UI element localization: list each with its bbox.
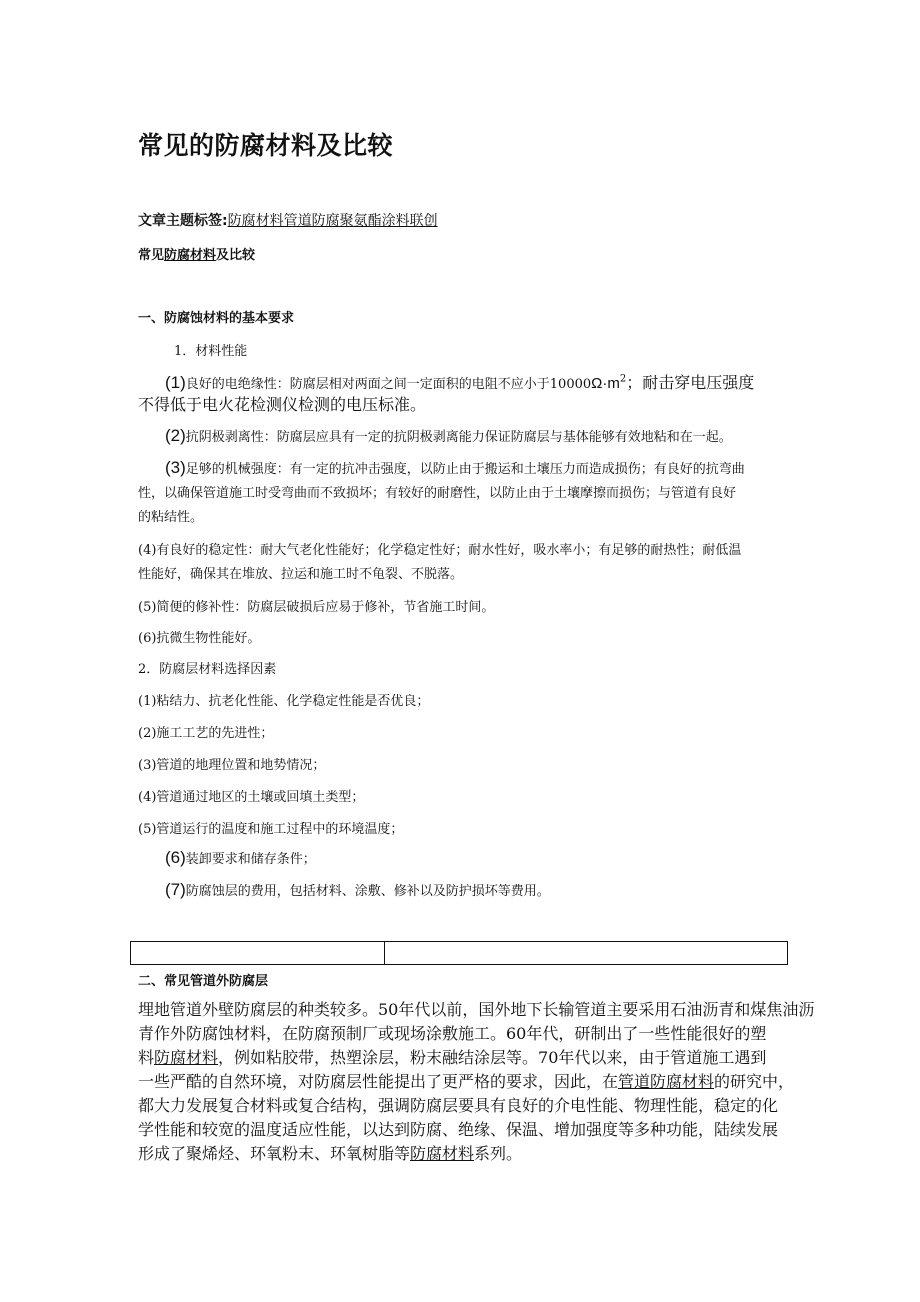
page-title: 常见的防腐材料及比较 [138,131,394,160]
topic-tags-line [138,210,438,230]
factor-6-text: 装卸要求和储存条件； [185,852,316,867]
tag-label: 文章主题标签: [138,213,228,229]
p2-text: 抗阴极剥离性：防腐层应具有一定的抗阴极剥离能力保证防腐层与基体能够有效地粘和在一起。 [185,430,732,445]
table-cell [131,942,385,964]
body-line-2: 青作外防腐蚀材料，在防腐预制厂或现场涂敷施工。60年代，研制出了一些性能很好的塑 [138,1024,767,1043]
body-line-3-pre: 料 [138,1048,155,1067]
p2-num: (2) [165,426,186,445]
p1-sup: 2 [619,373,627,385]
sub2-heading: 2．防腐层材料选择因素 [138,662,277,677]
factor-2: (2)施工工艺的先进性； [138,726,274,741]
body-line-3-post: ，例如粘胶带，热塑涂层，粉末融结涂层等。70年代以来，由于管道施工遇到 [218,1048,767,1067]
p4-line2: 性能好，确保其在堆放、拉运和施工时不龟裂、不脱落。 [138,567,464,582]
factor-7-text: 防腐蚀层的费用，包括材料、涂敷、修补以及防护损坏等费用。 [185,884,550,899]
sub1-heading: 1．材料性能 [174,344,248,359]
body-line-7 [138,1141,522,1164]
p3-line3: 的粘结性。 [138,510,204,525]
body-line-7-pre: 形成了聚烯烃、环氧粉末、环氧树脂等 [138,1144,411,1163]
p3-text: 足够的机械强度：有一定的抗冲击强度，以防止由于搬运和土壤压力而造成损伤；有良好的抗弯曲 [185,462,745,477]
factor-7-num: (7) [165,880,186,899]
factor-1: (1)粘结力、抗老化性能、化学稳定性能是否优良； [138,694,430,709]
subtitle-link[interactable]: 防腐材料 [164,248,217,263]
p3-num: (3) [165,458,186,477]
factor-4: (4)管道通过地区的土壤或回填土类型； [138,790,365,805]
body-line-7-link[interactable]: 防腐材料 [410,1144,475,1163]
factor-5: (5)管道运行的温度和施工过程中的环境温度； [138,822,404,837]
p2 [165,426,732,446]
factor-7 [165,880,550,900]
body-line-7-post: 系列。 [474,1144,523,1163]
p1-line2: 不得低于电火花检测仪检测的电压标准。 [138,395,427,414]
body-line-3 [138,1045,766,1068]
p3-line1 [165,458,745,478]
p1-text-a: 良好的电绝缘性：防腐层相对两面之间一定面积的电阻不应小于10000 [185,377,592,392]
p3-line2: 性，以确保管道施工时受弯曲而不致损坏；有较好的耐磨性，以防止由于土壤摩擦而损伤；与管道有良好 [138,486,737,501]
p1-text-b: ；耐击穿电压强度 [626,373,755,392]
body-line-5: 都大力发展复合材料或复合结构，强调防腐层要具有良好的介电性能、物理性能，稳定的化 [138,1096,779,1115]
subtitle-pre: 常见 [138,248,165,263]
subtitle [138,244,255,263]
factor-6 [165,848,316,868]
subtitle-post: 及比较 [216,248,256,263]
body-line-6: 学性能和较宽的温度适应性能，以达到防腐、绝缘、保温、增加强度等多种功能，陆续发展 [138,1120,779,1139]
p4-line1: (4)有良好的稳定性：耐大气老化性能好；化学稳定性好；耐水性好，吸水率小；有足够的耐热性；耐低温 [138,543,742,558]
p1-line1 [165,370,754,393]
table-cell [385,942,787,964]
body-line-4-post: 的研究中， [714,1072,795,1091]
factor-6-num: (6) [165,848,186,867]
factor-3: (3)管道的地理位置和地势情况； [138,758,326,773]
p1-unit: Ω·m [591,375,620,392]
p1-num: (1) [165,373,186,392]
tag-links[interactable]: 防腐材料管道防腐聚氨酯涂料联创 [227,213,438,229]
section1-heading: 一、防腐蚀材料的基本要求 [138,311,295,326]
body-line-4-pre: 一些严酷的自然环境，对防腐层性能提出了更严格的要求，因此，在 [138,1072,619,1091]
section2-heading: 二、常见管道外防腐层 [138,974,269,989]
p6: (6)抗微生物性能好。 [138,631,261,646]
body-line-4 [138,1069,794,1092]
p5: (5)简便的修补性：防腐层破损后应易于修补，节省施工时间。 [138,600,495,615]
body-line-4-link[interactable]: 管道防腐材料 [618,1072,715,1091]
body-line-1: 埋地管道外壁防腐层的种类较多。50年代以前，国外地下长输管道主要采用石油沥青和煤焦油沥 [138,1000,815,1019]
body-line-3-link[interactable]: 防腐材料 [154,1048,219,1067]
empty-table [130,941,788,965]
